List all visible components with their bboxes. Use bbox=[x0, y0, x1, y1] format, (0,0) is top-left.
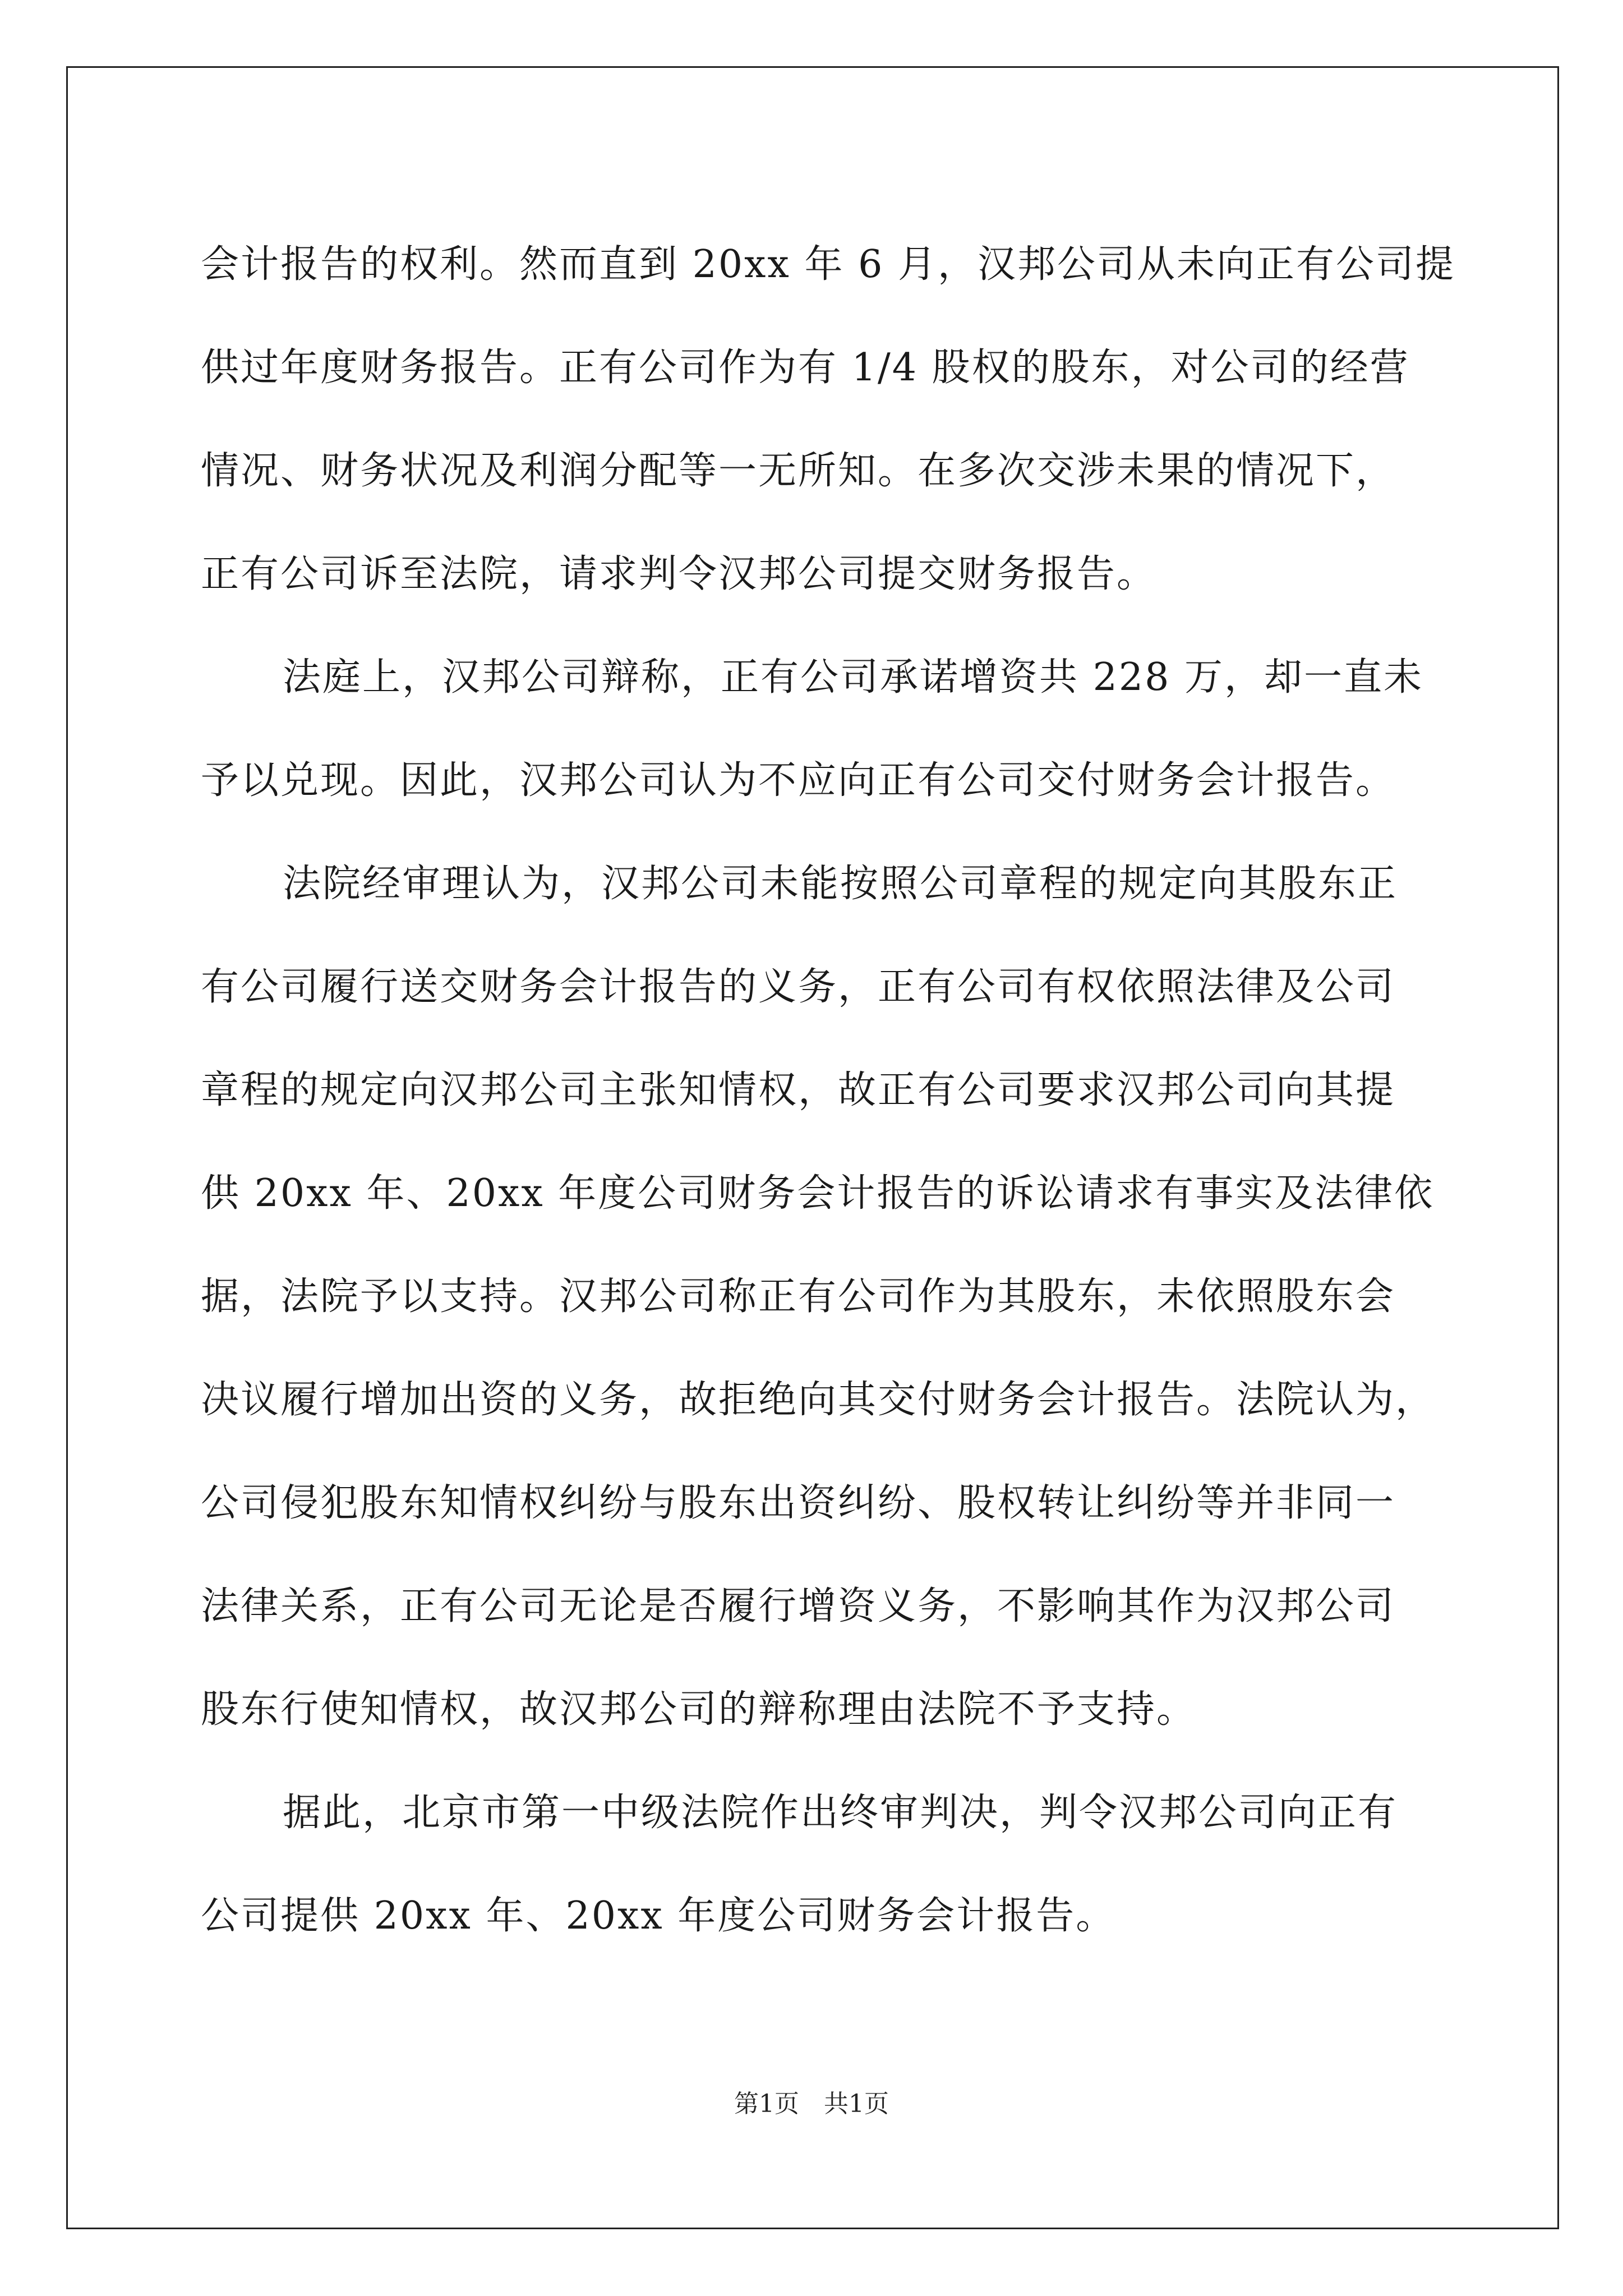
text-line: 会计报告的权利。然而直到 20xx 年 6 月，汉邦公司从未向正有公司提 bbox=[201, 242, 1455, 287]
text-line: 章程的规定向汉邦公司主张知情权，故正有公司要求汉邦公司向其提 bbox=[201, 1068, 1396, 1112]
document-body bbox=[201, 213, 1455, 1968]
text-line: 法律关系，正有公司无论是否履行增资义务，不影响其作为汉邦公司 bbox=[201, 1584, 1396, 1628]
text-line: 法院经审理认为，汉邦公司未能按照公司章程的规定向其股东正 bbox=[283, 862, 1398, 906]
text-line: 公司提供 20xx 年、20xx 年度公司财务会计报告。 bbox=[201, 1894, 1116, 1938]
text-line: 供过年度财务报告。正有公司作为有 1/4 股权的股东，对公司的经营 bbox=[201, 346, 1410, 390]
text-line: 有公司履行送交财务会计报告的义务，正有公司有权依照法律及公司 bbox=[201, 965, 1396, 1009]
paragraph-block bbox=[201, 213, 1455, 1968]
page-footer: 第1页 共1页 bbox=[734, 2090, 889, 2118]
text-line: 据此，北京市第一中级法院作出终审判决，判令汉邦公司向正有 bbox=[283, 1791, 1398, 1835]
text-line: 正有公司诉至法院，请求判令汉邦公司提交财务报告。 bbox=[201, 552, 1157, 596]
text-line: 股东行使知情权，故汉邦公司的辩称理由法院不予支持。 bbox=[201, 1687, 1197, 1732]
text-line: 决议履行增加出资的义务，故拒绝向其交付财务会计报告。法院认为， bbox=[201, 1378, 1436, 1422]
text-line: 情况、财务状况及利润分配等一无所知。在多次交涉未果的情况下， bbox=[201, 449, 1396, 493]
text-line: 予以兑现。因此，汉邦公司认为不应向正有公司交付财务会计报告。 bbox=[201, 758, 1396, 803]
text-line: 公司侵犯股东知情权纠纷与股东出资纠纷、股权转让纠纷等并非同一 bbox=[201, 1481, 1396, 1525]
text-line: 供 20xx 年、20xx 年度公司财务会计报告的诉讼请求有事实及法律依 bbox=[201, 1171, 1435, 1216]
text-line: 法庭上，汉邦公司辩称，正有公司承诺增资共 228 万，却一直未 bbox=[283, 655, 1424, 700]
text-line: 据，法院予以支持。汉邦公司称正有公司作为其股东，未依照股东会 bbox=[201, 1274, 1396, 1319]
